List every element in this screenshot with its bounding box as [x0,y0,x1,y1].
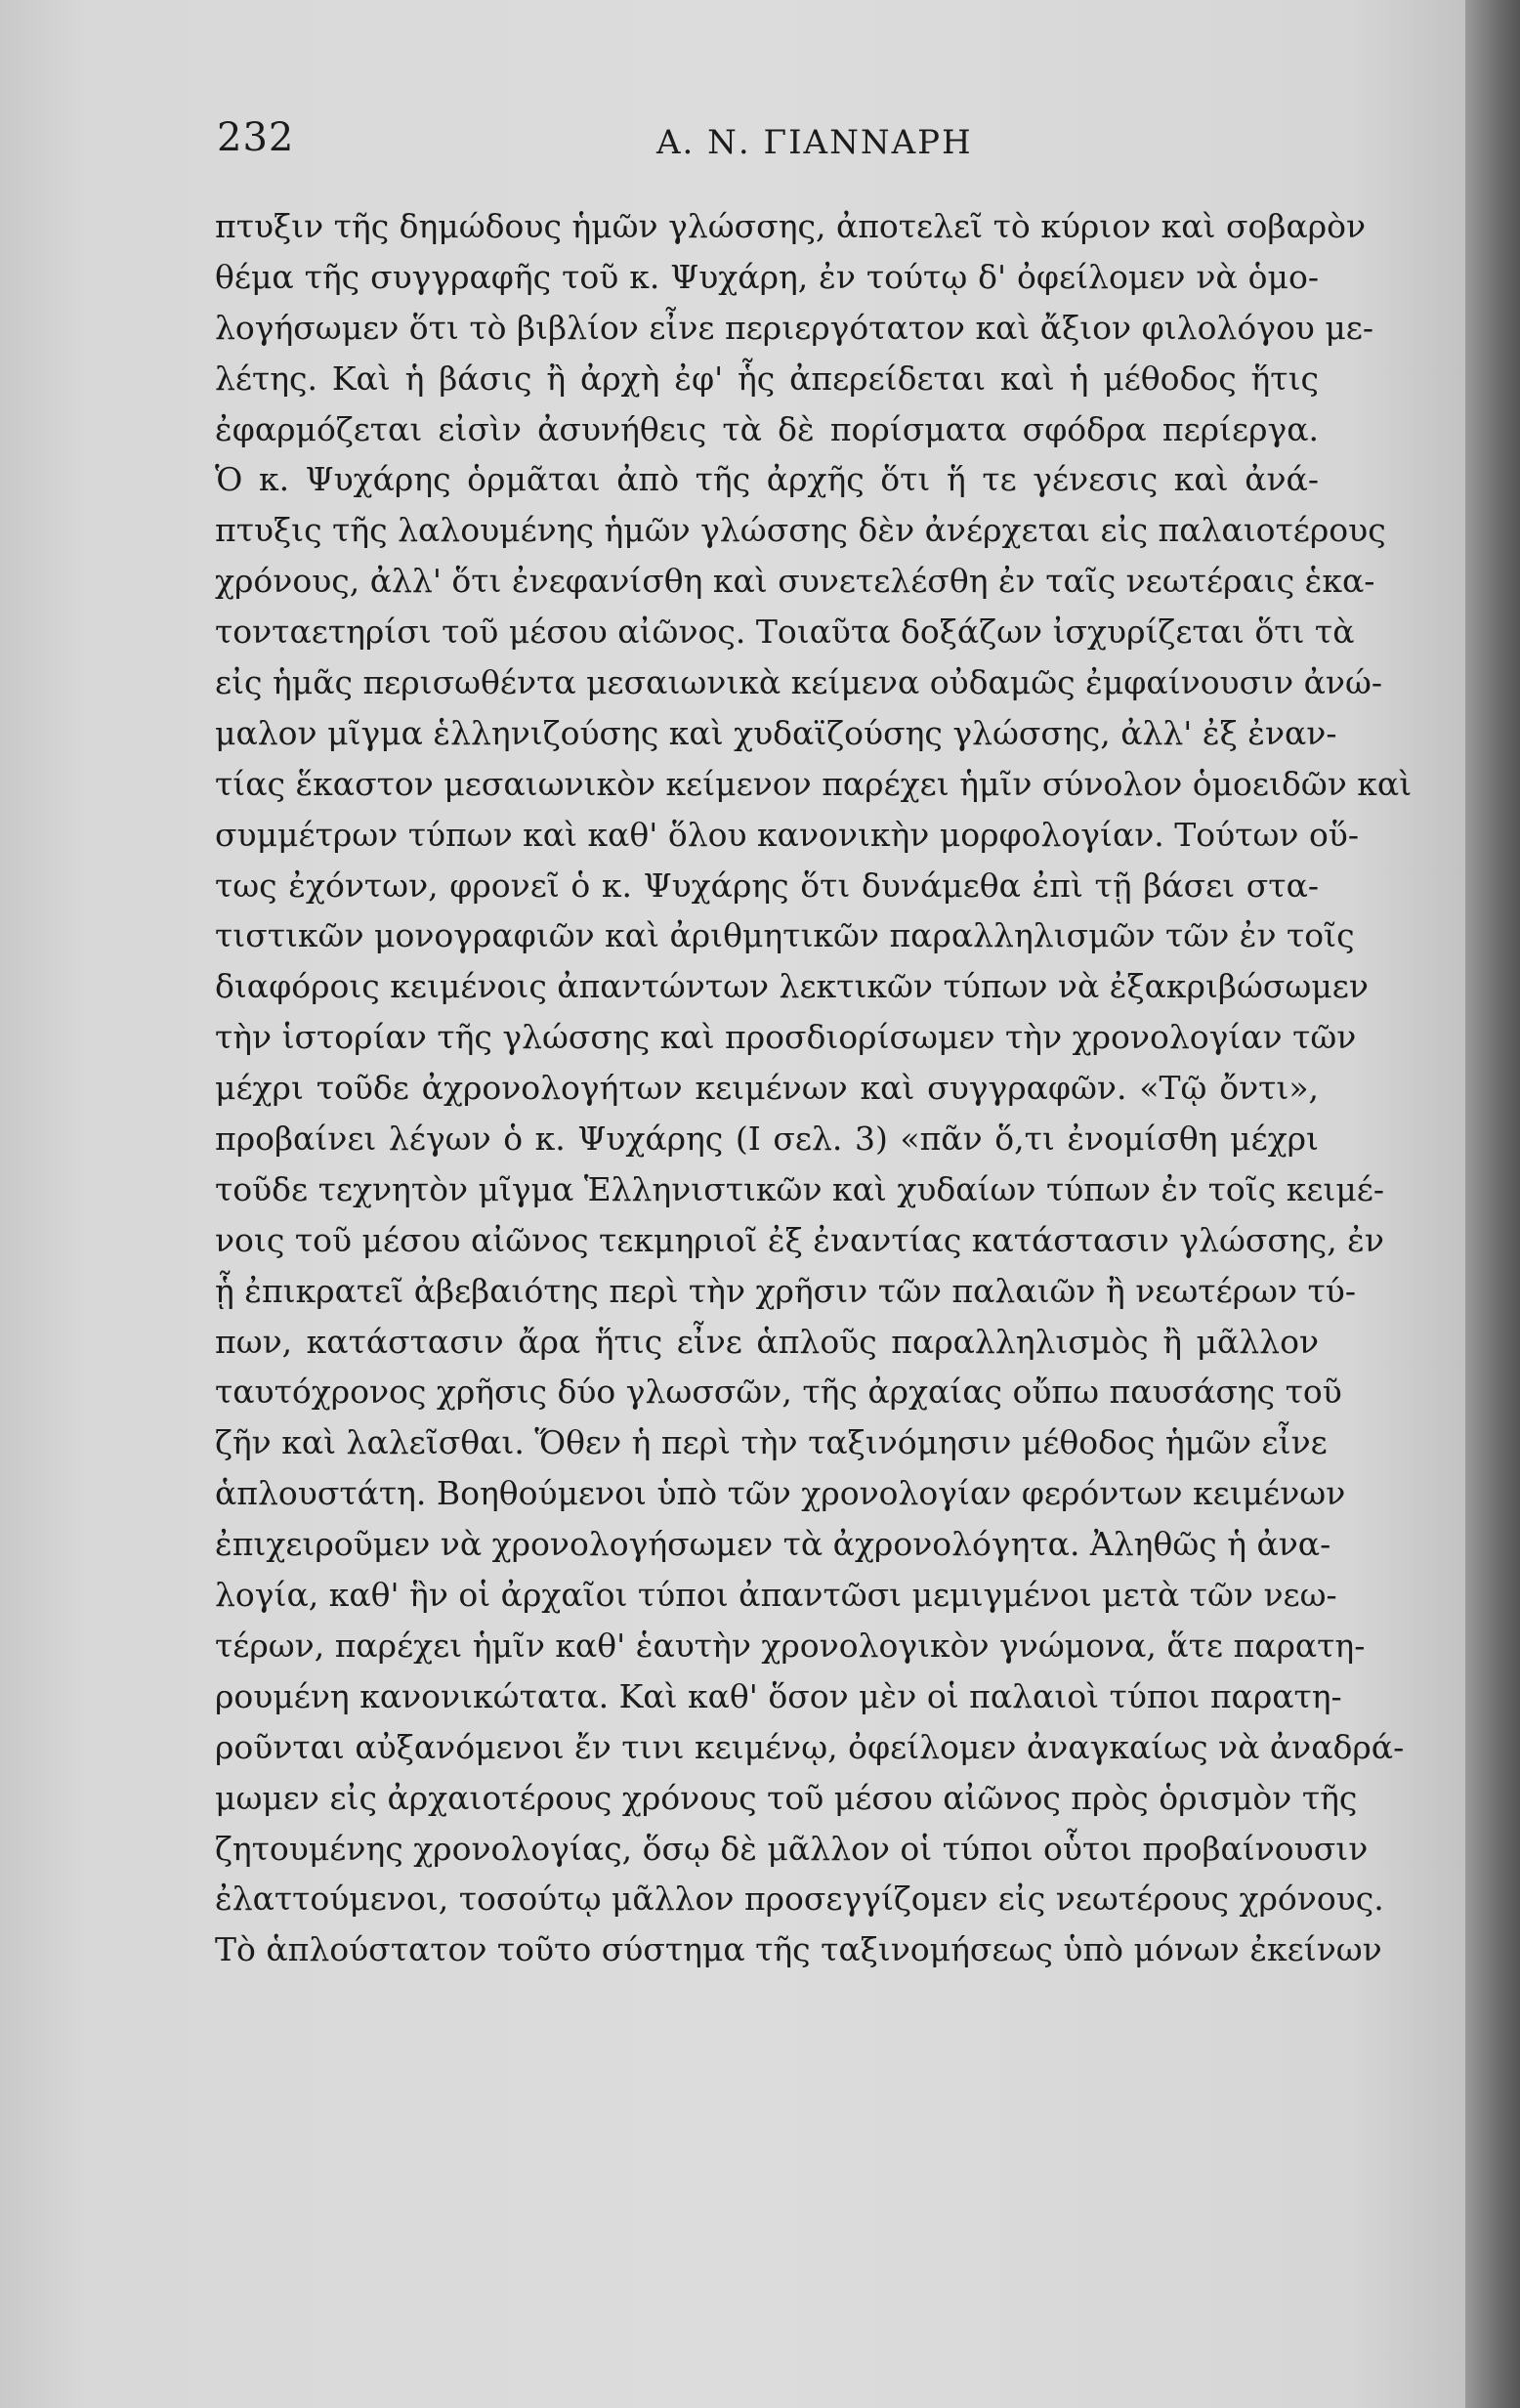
text-line: ἁπλουστάτη. Βοηθούμενοι ὑπὸ τῶν χρονολογίαν φερόντων κειμένων [215,1474,1346,1513]
text-line: τέρων, παρέχει ἡμῖν καθ' ἑαυτὴν χρονολογικὸν γνώμονα, ἅτε παρατη- [215,1626,1366,1665]
text-line: νοις τοῦ μέσου αἰῶνος τεκμηριοῖ ἐξ ἐναντίας κατάστασιν γλώσσης, ἐν [215,1220,1384,1259]
text-line: ζῆν καὶ λαλεῖσθαι. Ὅθεν ἡ περὶ τὴν ταξινόμησιν μέθοδος ἡμῶν εἶνε [215,1423,1328,1462]
text-line: τως ἐχόντων, φρονεῖ ὁ κ. Ψυχάρης ὅτι δυνάμεθα ἐπὶ τῇ βάσει στα- [215,866,1319,905]
text-line: τίας ἕκαστον μεσαιωνικὸν κείμενον παρέχει ἡμῖν σύνολον ὁμοειδῶν καὶ [215,764,1413,803]
text-line: διαφόροις κειμένοις ἀπαντώντων λεκτικῶν τύπων νὰ ἐξακριβώσωμεν [215,967,1369,1006]
text-line: μαλον μῖγμα ἑλληνιζούσης καὶ χυδαϊζούσης γλώσσης, ἀλλ' ἐξ ἐναν- [215,713,1337,752]
body-text [215,201,1413,1975]
running-head: Α. Ν. ΓΙΑΝΝΑΡΗ [656,123,973,162]
text-line: μέχρι τοῦδε ἀχρονολογήτων κειμένων καὶ συγγραφῶν. «Τῷ ὄντι», [215,1069,1319,1108]
text-line: τιστικῶν μονογραφιῶν καὶ ἀριθμητικῶν παραλληλισμῶν τῶν ἐν τοῖς [215,916,1355,955]
text-line: συμμέτρων τύπων καὶ καθ' ὅλου κανονικὴν μορφολογίαν. Τούτων οὕ- [215,815,1360,854]
text-line: ἐπιχειροῦμεν νὰ χρονολογήσωμεν τὰ ἀχρονολόγητα. Ἀληθῶς ἡ ἀνα- [215,1525,1331,1564]
text-line: Τὸ ἁπλούστατον τοῦτο σύστημα τῆς ταξινομήσεως ὑπὸ μόνων ἐκείνων [215,1930,1382,1969]
text-line: ροῦνται αὐξανόμενοι ἔν τινι κειμένῳ, ὀφείλομεν ἀναγκαίως νὰ ἀναδρά- [215,1727,1405,1766]
text-line: ζητουμένης χρονολογίας, ὅσῳ δὲ μᾶλλον οἱ τύποι οὗτοι προβαίνουσιν [215,1829,1369,1868]
book-spine-shadow [1465,0,1520,2408]
text-line: χρόνους, ἀλλ' ὅτι ἐνεφανίσθη καὶ συνετελέσθη ἐν ταῖς νεωτέραις ἑκα- [215,562,1375,601]
text-line: ᾗ ἐπικρατεῖ ἀβεβαιότης περὶ τὴν χρῆσιν τῶν παλαιῶν ἢ νεωτέρων τύ- [215,1271,1356,1310]
text-line: ταυτόχρονος χρῆσις δύο γλωσσῶν, τῆς ἀρχαίας οὔπω παυσάσης τοῦ [215,1373,1342,1412]
text-line: πτυξις τῆς λαλουμένης ἡμῶν γλώσσης δὲν ἀνέρχεται εἰς παλαιοτέρους [215,511,1386,550]
text-line: πτυξιν τῆς δημώδους ἡμῶν γλώσσης, ἀποτελεῖ τὸ κύριον καὶ σοβαρὸν [215,207,1367,245]
text-line: Ὁ κ. Ψυχάρης ὁρμᾶται ἀπὸ τῆς ἀρχῆς ὅτι ἥ τε γένεσις καὶ ἀνά- [215,460,1319,499]
text-line: ρουμένη κανονικώτατα. Καὶ καθ' ὅσον μὲν οἱ παλαιοὶ τύποι παρατη- [215,1676,1342,1715]
text-line: τονταετηρίσι τοῦ μέσου αἰῶνος. Τοιαῦτα δοξάζων ἰσχυρίζεται ὅτι τὰ [215,613,1355,652]
text-line: μωμεν εἰς ἀρχαιοτέρους χρόνους τοῦ μέσου αἰῶνος πρὸς ὁρισμὸν τῆς [215,1778,1358,1817]
text-line: πων, κατάστασιν ἄρα ἥτις εἶνε ἁπλοῦς παραλληλισμὸς ἢ μᾶλλον [215,1322,1319,1361]
text-line: ἐφαρμόζεται εἰσὶν ἀσυνήθεις τὰ δὲ πορίσματα σφόδρα περίεργα. [215,409,1319,448]
text-line: τὴν ἱστορίαν τῆς γλώσσης καὶ προσδιορίσωμεν τὴν χρονολογίαν τῶν [215,1018,1357,1057]
text-line: λογήσωμεν ὅτι τὸ βιβλίον εἶνε περιεργότατον καὶ ἄξιον φιλολόγου με- [215,308,1374,347]
text-line: λογία, καθ' ἣν οἱ ἀρχαῖοι τύποι ἀπαντῶσι μεμιγμένοι μετὰ τῶν νεω- [215,1576,1337,1615]
text-line: τοῦδε τεχνητὸν μῖγμα Ἑλληνιστικῶν καὶ χυδαίων τύπων ἐν τοῖς κειμέ- [215,1169,1385,1208]
text-line: ἐλαττούμενοι, τοσούτῳ μᾶλλον προσεγγίζομεν εἰς νεωτέρους χρόνους. [215,1880,1384,1919]
page-number: 232 [217,115,295,160]
text-line: προβαίνει λέγων ὁ κ. Ψυχάρης (Ι σελ. 3) «πᾶν ὅ,τι ἐνομίσθη μέχρι [215,1120,1319,1159]
text-line: θέμα τῆς συγγραφῆς τοῦ κ. Ψυχάρη, ἐν τούτῳ δ' ὀφείλομεν νὰ ὁμο- [215,257,1319,296]
page-header [217,115,1272,174]
text-line: λέτης. Καὶ ἡ βάσις ἢ ἀρχὴ ἐφ' ἧς ἀπερείδεται καὶ ἡ μέθοδος ἥτις [215,359,1319,398]
text-line: εἰς ἡμᾶς περισωθέντα μεσαιωνικὰ κείμενα οὐδαμῶς ἐμφαίνουσιν ἀνώ- [215,663,1383,702]
